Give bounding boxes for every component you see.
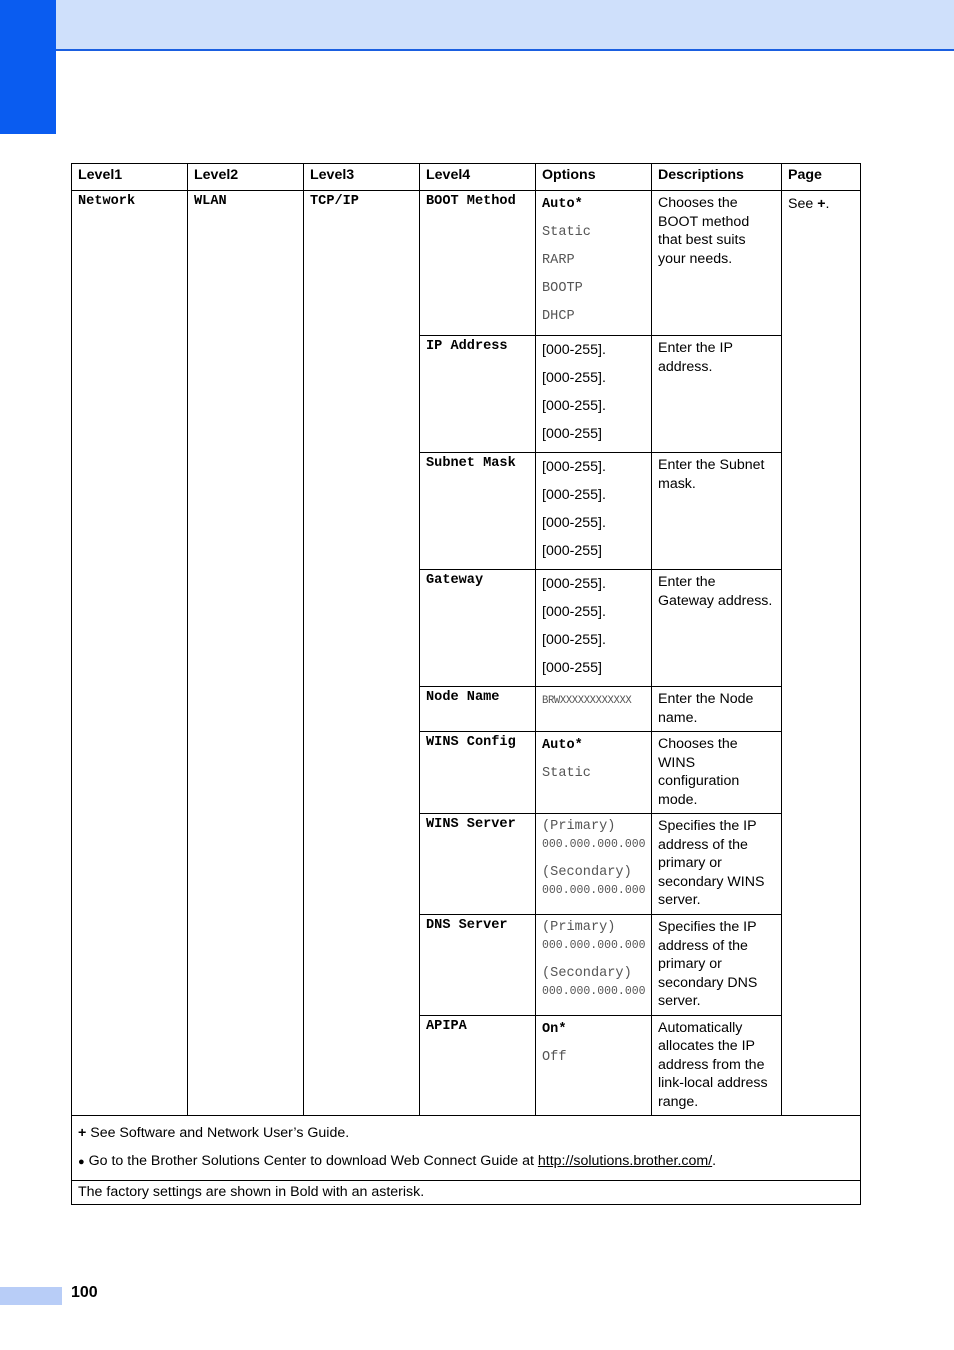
note-web-connect [78, 1147, 854, 1176]
table-row [72, 191, 861, 336]
option-item: [000-255]. [542, 398, 606, 414]
option-item: Static [542, 766, 591, 781]
option-item: Auto* [542, 197, 583, 212]
page-ref-text: See [788, 196, 814, 212]
table-header-row [72, 164, 861, 191]
level4-cell: APIPA [420, 1015, 536, 1116]
option-item: BRWXXXXXXXXXXXX [542, 695, 632, 707]
options-cell [536, 453, 652, 570]
header-descriptions: Descriptions [652, 164, 782, 191]
option-item: 000.000.000.000 [542, 939, 646, 952]
option-item: [000-255]. [542, 342, 606, 358]
option-item: DHCP [542, 309, 575, 324]
solutions-link[interactable]: http://solutions.brother.com/ [537, 1153, 713, 1169]
option-item: RARP [542, 253, 575, 268]
level4-cell: Node Name [420, 687, 536, 732]
description-cell: Chooses the WINS configuration mode. [652, 732, 782, 814]
description-cell: Enter the Subnet mask. [652, 453, 782, 570]
description-cell: Chooses the BOOT method that best suits your needs. [652, 191, 782, 336]
level4-cell: WINS Server [420, 814, 536, 915]
options-cell [536, 814, 652, 915]
factory-note-row [72, 1181, 861, 1205]
page-cell [782, 191, 861, 1116]
option-item: [000-255]. [542, 632, 606, 648]
note-software-guide [78, 1119, 854, 1147]
description-cell: Automatically allocates the IP address from the link-local address range. [652, 1015, 782, 1116]
level3-cell: TCP/IP [304, 191, 420, 1116]
plus-icon: + [78, 1125, 87, 1141]
option-item: (Secondary) [542, 865, 632, 880]
option-item: [000-255]. [542, 604, 606, 620]
option-item: 000.000.000.000 [542, 884, 646, 897]
option-item: [000-255]. [542, 459, 606, 475]
level4-cell: DNS Server [420, 915, 536, 1016]
page-ref-period: . [825, 196, 830, 212]
option-item: 000.000.000.000 [542, 838, 646, 851]
description-cell: Enter the IP address. [652, 336, 782, 453]
header-band [0, 0, 954, 51]
header-level3: Level3 [304, 164, 420, 191]
note-text: Go to the Brother Solutions Center to download Web Connect Guide at [88, 1153, 538, 1169]
chapter-tab [0, 0, 56, 134]
option-item: (Primary) [542, 920, 616, 935]
option-item: (Secondary) [542, 966, 632, 981]
options-cell [536, 687, 652, 732]
options-cell [536, 1015, 652, 1116]
level2-cell: WLAN [188, 191, 304, 1116]
bullet-icon: ● [78, 1156, 85, 1168]
page-number-bar [0, 1287, 62, 1305]
header-level2: Level2 [188, 164, 304, 191]
option-item: [000-255]. [542, 515, 606, 531]
note-text: See Software and Network User’s Guide. [90, 1125, 350, 1141]
notes-cell [72, 1116, 861, 1181]
level4-cell: Gateway [420, 570, 536, 687]
option-item: [000-255]. [542, 487, 606, 503]
option-item: [000-255]. [542, 370, 606, 386]
settings-table [71, 163, 861, 1205]
option-item: (Primary) [542, 819, 616, 834]
options-cell [536, 191, 652, 336]
level4-cell: WINS Config [420, 732, 536, 814]
option-item: 000.000.000.000 [542, 985, 646, 998]
level4-cell: BOOT Method [420, 191, 536, 336]
option-item: On* [542, 1021, 567, 1037]
plus-icon: + [817, 196, 826, 212]
option-item: [000-255] [542, 426, 602, 442]
options-cell [536, 570, 652, 687]
header-level1: Level1 [72, 164, 188, 191]
option-item: Static [542, 225, 591, 240]
option-item: Auto* [542, 738, 583, 753]
description-cell: Enter the Gateway address. [652, 570, 782, 687]
description-cell: Enter the Node name. [652, 687, 782, 732]
option-item: [000-255] [542, 660, 602, 676]
level4-cell: Subnet Mask [420, 453, 536, 570]
option-item: BOOTP [542, 281, 583, 296]
options-cell [536, 336, 652, 453]
notes-row [72, 1116, 861, 1181]
level4-cell: IP Address [420, 336, 536, 453]
header-options: Options [536, 164, 652, 191]
factory-note: The factory settings are shown in Bold with an asterisk. [72, 1181, 861, 1205]
description-cell: Specifies the IP address of the primary or secondary WINS server. [652, 814, 782, 915]
option-item: Off [542, 1049, 567, 1065]
header-level4: Level4 [420, 164, 536, 191]
option-item: [000-255] [542, 543, 602, 559]
options-cell [536, 915, 652, 1016]
options-cell [536, 732, 652, 814]
option-item: [000-255]. [542, 576, 606, 592]
header-page: Page [782, 164, 861, 191]
level1-cell: Network [72, 191, 188, 1116]
page-number: 100 [71, 1284, 98, 1301]
description-cell: Specifies the IP address of the primary or secondary DNS server. [652, 915, 782, 1016]
note-period: . [712, 1153, 717, 1169]
